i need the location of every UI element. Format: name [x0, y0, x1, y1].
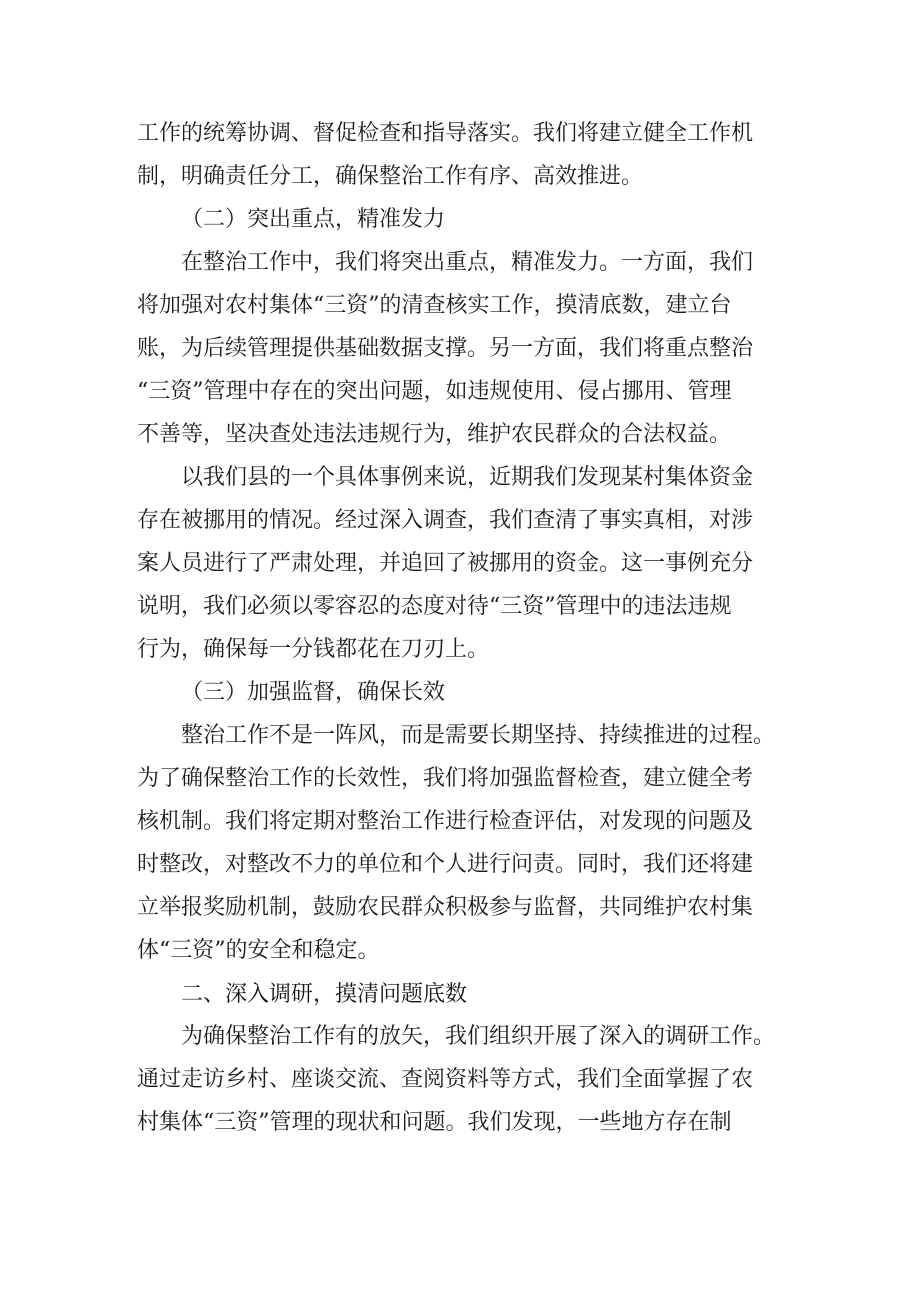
paragraph-line: 行为，确保每一分钱都花在刀刃上。 — [137, 637, 490, 662]
paragraph-line: 整治工作不是一阵风，而是需要长期坚持、持续推进的过程。 — [181, 723, 776, 748]
paragraph-line: 案人员进行了严肃处理，并追回了被挪用的资金。这一事例充分 — [137, 551, 754, 576]
paragraph-line: 制，明确责任分工，确保整治工作有序、高效推进。 — [137, 164, 644, 189]
paragraph-line: 工作的统筹协调、督促检查和指导落实。我们将建立健全工作机 — [137, 121, 754, 146]
paragraph-line: 将加强对农村集体“三资”的清查核实工作，摸清底数，建立台 — [137, 293, 732, 318]
paragraph-line: 为确保整治工作有的放矢，我们组织开展了深入的调研工作。 — [181, 1024, 776, 1049]
paragraph-line: 说明，我们必须以零容忍的态度对待“三资”管理中的违法违规 — [137, 594, 732, 619]
section-heading: 二、深入调研，摸清问题底数 — [181, 982, 468, 1007]
paragraph-line: 核机制。我们将定期对整治工作进行检查评估，对发现的问题及 — [137, 809, 754, 834]
paragraph-line: 在整治工作中，我们将突出重点，精准发力。一方面，我们 — [181, 250, 754, 275]
paragraph-line: 不善等，坚决查处违法违规行为，维护农民群众的合法权益。 — [137, 422, 732, 447]
paragraph-line: 账，为后续管理提供基础数据支撑。另一方面，我们将重点整治 — [137, 336, 754, 361]
paragraph-line: 以我们县的一个具体事例来说，近期我们发现某村集体资金 — [181, 465, 754, 490]
paragraph-line: 通过走访乡村、座谈交流、查阅资料等方式，我们全面掌握了农 — [137, 1067, 754, 1092]
paragraph-line: 时整改，对整改不力的单位和个人进行问责。同时，我们还将建 — [137, 852, 754, 877]
paragraph-line: 立举报奖励机制，鼓励农民群众积极参与监督，共同维护农村集 — [137, 895, 754, 920]
section-subheading: （三）加强监督，确保长效 — [181, 680, 446, 705]
paragraph-line: 村集体“三资”管理的现状和问题。我们发现，一些地方存在制 — [137, 1110, 732, 1135]
paragraph-line: “三资”管理中存在的突出问题，如违规使用、侵占挪用、管理 — [137, 379, 732, 404]
section-subheading: （二）突出重点，精准发力 — [181, 207, 446, 232]
paragraph-line: 为了确保整治工作的长效性，我们将加强监督检查，建立健全考 — [137, 766, 754, 791]
paragraph-line: 存在被挪用的情况。经过深入调查，我们查清了事实真相，对涉 — [137, 508, 754, 533]
paragraph-line: 体“三资”的安全和稳定。 — [137, 938, 380, 963]
